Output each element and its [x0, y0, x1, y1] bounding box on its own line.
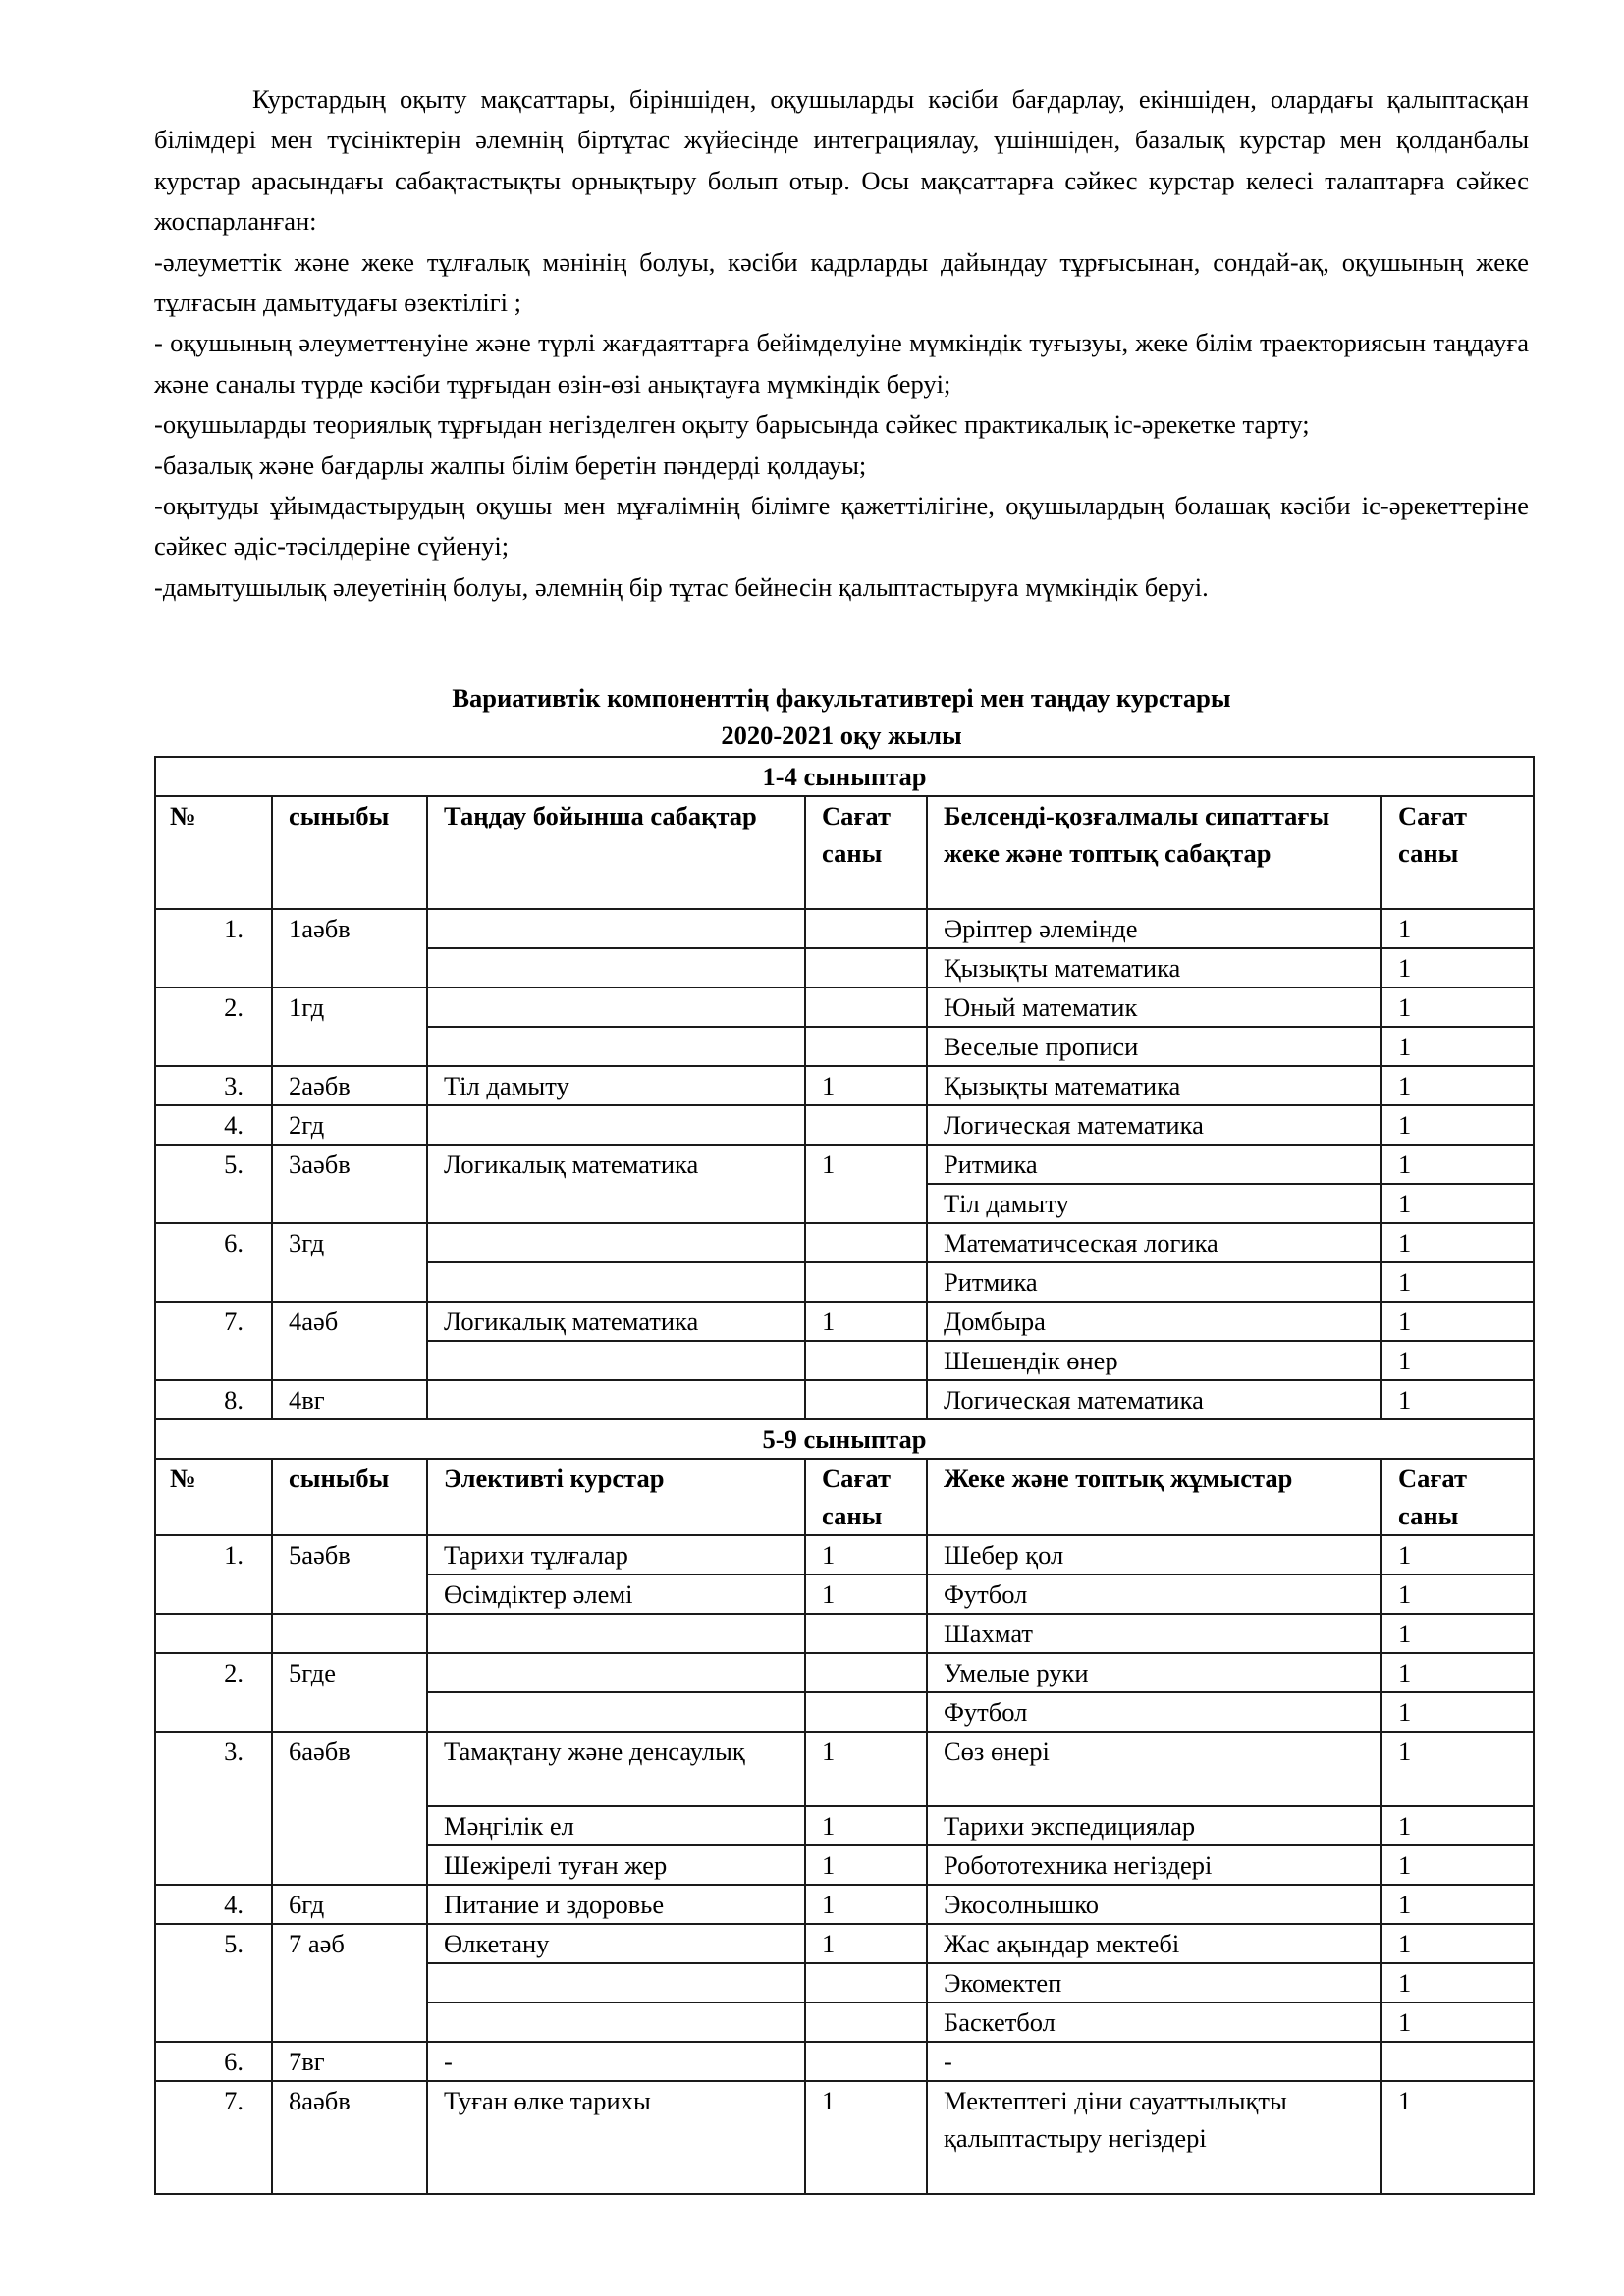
group-activity: Экосолнышко: [927, 1885, 1381, 1924]
row-number: 2.: [155, 988, 272, 1066]
elective-hours: [805, 2002, 927, 2042]
elective-course: [427, 1027, 805, 1066]
row-class: 2гд: [272, 1105, 427, 1145]
courses-table: [154, 756, 1535, 2195]
elective-hours: [805, 1380, 927, 1419]
group-activity: Тарихи экспедициялар: [927, 1806, 1381, 1845]
row-class: [272, 1614, 427, 1653]
group-hours: 1: [1381, 1302, 1534, 1341]
elective-hours: 1: [805, 1535, 927, 1575]
row-number: 5.: [155, 1924, 272, 2042]
elective-hours: [805, 1692, 927, 1732]
elective-course: Туған өлке тарихы: [427, 2081, 805, 2194]
group-hours: 1: [1381, 1614, 1534, 1653]
section-label: 1-4 сыныптар: [155, 757, 1534, 796]
group-hours: 1: [1381, 1692, 1534, 1732]
table-row: [155, 1105, 1534, 1145]
elective-hours: [805, 1341, 927, 1380]
elective-course: Логикалық математика: [427, 1302, 805, 1341]
group-hours: 1: [1381, 1806, 1534, 1845]
elective-hours: 1: [805, 1066, 927, 1105]
table-row: [155, 2042, 1534, 2081]
table-row: [155, 1732, 1534, 1806]
column-headers: [155, 796, 1534, 909]
group-hours: 1: [1381, 1732, 1534, 1806]
group-hours: 1: [1381, 1105, 1534, 1145]
table-row: [155, 988, 1534, 1027]
requirement-item: -оқушыларды теориялық тұрғыдан негізделген оқыту барысында сәйкес практикалық іс-әрекетке тарту;: [154, 409, 1310, 440]
group-hours: 1: [1381, 988, 1534, 1027]
group-activity: Жас ақындар мектебі: [927, 1924, 1381, 1963]
row-class: 6гд: [272, 1885, 427, 1924]
elective-hours: [805, 1653, 927, 1692]
row-class: 4вг: [272, 1380, 427, 1419]
group-hours: 1: [1381, 1845, 1534, 1885]
group-activity: Логическая математика: [927, 1380, 1381, 1419]
section-header-5-9: [155, 1419, 1534, 1459]
row-class: 3гд: [272, 1223, 427, 1302]
row-number: 1.: [155, 909, 272, 988]
elective-hours: [805, 1963, 927, 2002]
table-row: [155, 1145, 1534, 1184]
table-title-line1: Вариативтік компоненттің факультативтері мен таңдау курстары: [452, 683, 1231, 713]
table-title-line2: 2020-2021 оқу жылы: [721, 721, 962, 750]
elective-course: [427, 909, 805, 948]
row-number: 5.: [155, 1145, 272, 1223]
elective-course: Питание и здоровье: [427, 1885, 805, 1924]
requirement-item: -оқытуды ұйымдастырудың оқушы мен мұғалімнің білімге қажеттілігіне, оқушылардың болашақ кәсіби іс-әрекеттеріне сәйкес әдіс-тәсілдеріне сүйенуі;: [154, 491, 1529, 561]
group-hours: [1381, 2042, 1534, 2081]
elective-hours: [805, 1262, 927, 1302]
group-hours: 1: [1381, 1066, 1534, 1105]
intro-paragraph: Курстардың оқыту мақсаттары, біріншіден, оқушыларды кәсіби бағдарлау, екіншіден, олардағы қалыптасқан білімдері мен түсініктерін әлемнің біртұтас жүйесінде интеграциялау, үшіншіден, базалық курстар мен қолданбалы курстар арасындағы сабақтастықты орнықтыру болып отыр. Осы мақсаттарға сәйкес курстар келесі талаптарға сәйкес жоспарланған:: [154, 84, 1529, 237]
row-class: 5где: [272, 1653, 427, 1732]
header-elective: Элективті курстар: [427, 1459, 805, 1535]
group-activity: Футбол: [927, 1575, 1381, 1614]
header-group-hours: Сағат саны: [1381, 1459, 1534, 1535]
table-row: [155, 1223, 1534, 1262]
elective-hours: [805, 948, 927, 988]
row-number: 4.: [155, 1885, 272, 1924]
group-activity: Логическая математика: [927, 1105, 1381, 1145]
group-hours: 1: [1381, 948, 1534, 988]
elective-hours: [805, 2042, 927, 2081]
header-hours: Сағат саны: [805, 1459, 927, 1535]
table-row: [155, 2081, 1534, 2194]
group-hours: 1: [1381, 1924, 1534, 1963]
row-class: 6аәбв: [272, 1732, 427, 1885]
group-activity: Шебер қол: [927, 1535, 1381, 1575]
group-hours: 1: [1381, 2002, 1534, 2042]
elective-course: Өсімдіктер әлемі: [427, 1575, 805, 1614]
group-hours: 1: [1381, 909, 1534, 948]
group-hours: 1: [1381, 1262, 1534, 1302]
elective-hours: [805, 909, 927, 948]
elective-hours: [805, 1027, 927, 1066]
elective-course: [427, 1380, 805, 1419]
table-row: [155, 1885, 1534, 1924]
row-number: 4.: [155, 1105, 272, 1145]
elective-hours: [805, 988, 927, 1027]
elective-course: [427, 1963, 805, 2002]
section-header-1-4: [155, 757, 1534, 796]
group-activity: Экомектеп: [927, 1963, 1381, 2002]
column-headers: [155, 1459, 1534, 1535]
row-class: 5аәбв: [272, 1535, 427, 1614]
group-hours: 1: [1381, 1223, 1534, 1262]
group-activity: Юный математик: [927, 988, 1381, 1027]
row-number: 1.: [155, 1535, 272, 1614]
group-activity: Тіл дамыту: [927, 1184, 1381, 1223]
table-row: [155, 1924, 1534, 1963]
group-hours: 1: [1381, 1963, 1534, 2002]
elective-hours: [805, 1105, 927, 1145]
table-row: [155, 1066, 1534, 1105]
table-row: [155, 909, 1534, 948]
row-class: 7вг: [272, 2042, 427, 2081]
table-row: [155, 1535, 1534, 1575]
row-class: 7 аәб: [272, 1924, 427, 2042]
row-class: 8аәбв: [272, 2081, 427, 2194]
group-activity: Футбол: [927, 1692, 1381, 1732]
group-activity: Умелые руки: [927, 1653, 1381, 1692]
row-number: 6.: [155, 1223, 272, 1302]
elective-hours: 1: [805, 1845, 927, 1885]
group-activity: Әріптер әлемінде: [927, 909, 1381, 948]
elective-hours: 1: [805, 2081, 927, 2194]
table-title: [154, 679, 1529, 754]
row-class: 2аәбв: [272, 1066, 427, 1105]
row-number: 7.: [155, 1302, 272, 1380]
table-row: [155, 1614, 1534, 1653]
group-hours: 1: [1381, 1653, 1534, 1692]
row-class: 3аәбв: [272, 1145, 427, 1223]
group-hours: 1: [1381, 1535, 1534, 1575]
group-activity: Сөз өнері: [927, 1732, 1381, 1806]
group-hours: 1: [1381, 1184, 1534, 1223]
header-number: №: [155, 1459, 272, 1535]
group-activity: Қызықты математика: [927, 948, 1381, 988]
elective-course: [427, 1223, 805, 1262]
group-hours: 1: [1381, 1575, 1534, 1614]
table-row: [155, 1653, 1534, 1692]
elective-hours: 1: [805, 1145, 927, 1223]
row-number: 8.: [155, 1380, 272, 1419]
elective-hours: [805, 1614, 927, 1653]
group-activity: Мектептегі діни сауаттылықты қалыптастыру негіздері: [927, 2081, 1381, 2194]
header-group: Белсенді-қозғалмалы сипаттағы жеке және топтық сабақтар: [927, 796, 1381, 909]
row-number: [155, 1614, 272, 1653]
elective-hours: [805, 1223, 927, 1262]
header-class: сыныбы: [272, 1459, 427, 1535]
elective-course: Өлкетану: [427, 1924, 805, 1963]
requirement-item: -әлеуметтік және жеке тұлғалық мәнінің болуы, кәсіби кадрларды дайындау тұрғысынан, сондай-ақ, оқушының жеке тұлғасын дамытудағы өзектілігі ;: [154, 246, 1529, 318]
group-activity: Домбыра: [927, 1302, 1381, 1341]
elective-course: Логикалық математика: [427, 1145, 805, 1223]
group-activity: Ритмика: [927, 1262, 1381, 1302]
header-class: сыныбы: [272, 796, 427, 909]
group-activity: Баскетбол: [927, 2002, 1381, 2042]
elective-hours: 1: [805, 1575, 927, 1614]
elective-course: [427, 1653, 805, 1692]
elective-course: [427, 2002, 805, 2042]
group-hours: 1: [1381, 1145, 1534, 1184]
elective-course: [427, 988, 805, 1027]
row-class: 4аәб: [272, 1302, 427, 1380]
row-class: 1аәбв: [272, 909, 427, 988]
table-row: [155, 1380, 1534, 1419]
group-hours: 1: [1381, 1341, 1534, 1380]
section-label: 5-9 сыныптар: [155, 1419, 1534, 1459]
group-hours: 1: [1381, 1027, 1534, 1066]
requirement-item: -дамытушылық әлеуетінің болуы, әлемнің бір тұтас бейнесін қалыптастыруға мүмкіндік беруі.: [154, 571, 1209, 602]
requirement-item: - оқушының әлеуметтенуіне және түрлі жағдаяттарға бейімделуіне мүмкіндік туғызуы, жеке білім траекториясын таңдауға және саналы түрде кәсіби тұрғыдан өзін-өзі анықтауға мүмкіндік беруі;: [154, 328, 1529, 399]
group-activity: Математичсеская логика: [927, 1223, 1381, 1262]
elective-hours: 1: [805, 1924, 927, 1963]
row-number: 3.: [155, 1732, 272, 1885]
elective-course: Мәңгілік ел: [427, 1806, 805, 1845]
elective-course: [427, 1105, 805, 1145]
elective-course: Тамақтану және денсаулық: [427, 1732, 805, 1806]
elective-hours: 1: [805, 1885, 927, 1924]
row-number: 3.: [155, 1066, 272, 1105]
elective-course: [427, 1341, 805, 1380]
group-activity: Шахмат: [927, 1614, 1381, 1653]
elective-hours: 1: [805, 1302, 927, 1341]
elective-course: -: [427, 2042, 805, 2081]
group-activity: Веселые прописи: [927, 1027, 1381, 1066]
row-number: 2.: [155, 1653, 272, 1732]
header-group-hours: Сағат саны: [1381, 796, 1534, 909]
elective-hours: 1: [805, 1732, 927, 1806]
header-elective: Таңдау бойынша сабақтар: [427, 796, 805, 909]
group-activity: -: [927, 2042, 1381, 2081]
group-hours: 1: [1381, 1380, 1534, 1419]
elective-course: [427, 1614, 805, 1653]
group-activity: Ритмика: [927, 1145, 1381, 1184]
elective-hours: 1: [805, 1806, 927, 1845]
group-activity: Шешендік өнер: [927, 1341, 1381, 1380]
row-number: 7.: [155, 2081, 272, 2194]
elective-course: [427, 1692, 805, 1732]
group-activity: Қызықты математика: [927, 1066, 1381, 1105]
group-activity: Робототехника негіздері: [927, 1845, 1381, 1885]
elective-course: Тіл дамыту: [427, 1066, 805, 1105]
intro-text: [154, 80, 1529, 608]
elective-course: Шежірелі туған жер: [427, 1845, 805, 1885]
header-number: №: [155, 796, 272, 909]
group-hours: 1: [1381, 2081, 1534, 2194]
elective-course: [427, 1262, 805, 1302]
group-hours: 1: [1381, 1885, 1534, 1924]
row-class: 1гд: [272, 988, 427, 1066]
elective-course: Тарихи тұлғалар: [427, 1535, 805, 1575]
requirement-item: -базалық және бағдарлы жалпы білім беретін пәндерді қолдауы;: [154, 450, 867, 480]
header-group: Жеке және топтық жұмыстар: [927, 1459, 1381, 1535]
table-row: [155, 1302, 1534, 1341]
elective-course: [427, 948, 805, 988]
row-number: 6.: [155, 2042, 272, 2081]
header-hours: Сағат саны: [805, 796, 927, 909]
